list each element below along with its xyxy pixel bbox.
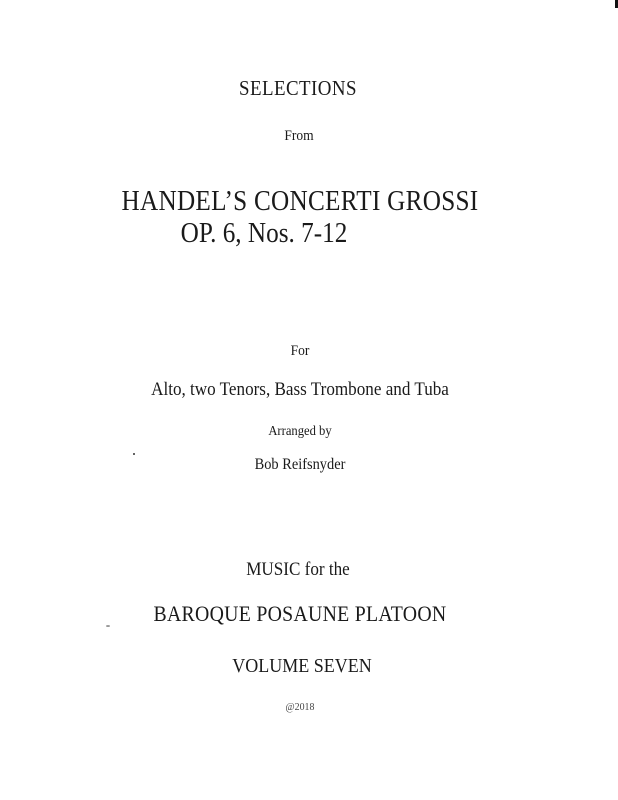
scan-speck <box>106 625 110 627</box>
selections-heading: SELECTIONS <box>239 76 357 100</box>
series-title: BAROQUE POSAUNE PLATOON <box>153 601 447 626</box>
scan-speck <box>133 453 135 455</box>
instrumentation: Alto, two Tenors, Bass Trombone and Tuba <box>151 379 449 400</box>
work-opus: OP. 6, Nos. 7-12 <box>180 218 348 249</box>
from-label: From <box>284 128 314 144</box>
arranged-by-label: Arranged by <box>268 424 332 439</box>
arranger-name: Bob Reifsnyder <box>254 456 346 473</box>
work-title: HANDEL’S CONCERTI GROSSI <box>121 186 479 217</box>
copyright-notice: @2018 <box>285 701 315 713</box>
music-for-label: MUSIC for the <box>246 559 350 580</box>
volume-label: VOLUME SEVEN <box>232 655 372 677</box>
for-label: For <box>290 343 310 359</box>
